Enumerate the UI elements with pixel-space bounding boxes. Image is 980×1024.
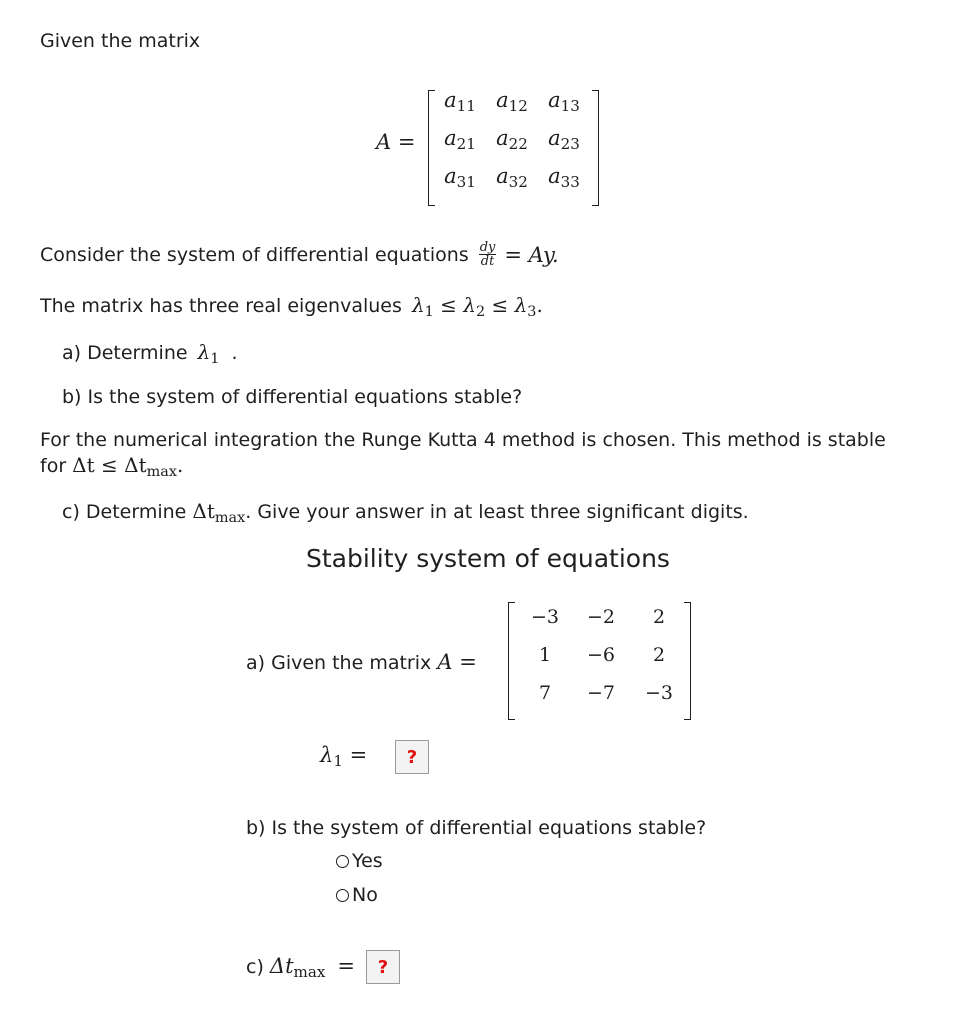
numeric-matrix-entry: −7 [586, 682, 615, 704]
numeric-matrix [520, 606, 686, 720]
exercise-a-label: a) Given the matrix A = [246, 650, 477, 674]
matrix-right-bracket [592, 90, 599, 206]
symbolic-matrix [434, 88, 590, 202]
matrix-entry: $a_{22}$ [496, 126, 528, 154]
question-a: a) Determine $\lambda_1$ . [62, 340, 238, 368]
matrix-entry: $a_{23}$ [548, 126, 580, 154]
lambda1-label: $\lambda_1$ = [320, 743, 368, 771]
delta-tmax-answer-box[interactable]: ? [366, 950, 400, 984]
numeric-matrix-left-bracket [508, 602, 515, 720]
exercise-c-label: c) $\Delta t_{max}$ = [246, 954, 356, 982]
exercise-b-label: b) Is the system of differential equations stable? [246, 817, 707, 839]
matrix-entry: $a_{33}$ [548, 164, 580, 192]
exercise-heading: Stability system of equations [306, 544, 670, 573]
eigen-line: The matrix has three real eigenvalues $\lambda_1 \le \lambda_2 \le \lambda_3$. [40, 293, 543, 321]
matrix-entry: $a_{12}$ [496, 88, 528, 116]
question-b: b) Is the system of differential equations stable? [62, 386, 523, 408]
matrix-entry: $a_{21}$ [444, 126, 476, 154]
numeric-matrix-entry: 2 [652, 644, 666, 666]
matrix-entry: $a_{31}$ [444, 164, 476, 192]
numeric-matrix-entry: 7 [538, 682, 552, 704]
dy-dt-fraction: $\frac{dy}{dt}$ [479, 240, 496, 269]
radio-yes-label: Yes [352, 850, 383, 872]
system-line: Consider the system of differential equations $\frac{dy}{dt}$ = Ay. [40, 240, 559, 269]
matrix-entry: $a_{11}$ [444, 88, 476, 116]
question-c: c) Determine $\Delta t_{max}$. Give your answer in at least three significant digits. [62, 499, 749, 527]
lambda1-answer-box[interactable]: ? [395, 740, 429, 774]
numeric-matrix-entry: −3 [644, 682, 673, 704]
numeric-matrix-right-bracket [684, 602, 691, 720]
radio-no[interactable] [336, 884, 378, 906]
numeric-matrix-entry: 2 [652, 606, 666, 628]
radio-yes[interactable] [336, 850, 383, 872]
radio-no-circle[interactable] [336, 889, 349, 902]
intro-text: Given the matrix [40, 30, 201, 52]
matrix-label: A = [376, 130, 416, 154]
matrix-entry: $a_{13}$ [548, 88, 580, 116]
rk4-line-1: For the numerical integration the Runge Kutta 4 method is chosen. This method is stable [40, 429, 886, 451]
numeric-matrix-entry: −6 [586, 644, 615, 666]
rk4-line-2: for $\Delta t \le \Delta t_{max}$. [40, 453, 184, 481]
numeric-matrix-entry: 1 [538, 644, 552, 666]
radio-no-label: No [352, 884, 378, 906]
numeric-matrix-entry: −3 [530, 606, 559, 628]
matrix-entry: $a_{32}$ [496, 164, 528, 192]
numeric-matrix-entry: −2 [586, 606, 615, 628]
radio-yes-circle[interactable] [336, 855, 349, 868]
